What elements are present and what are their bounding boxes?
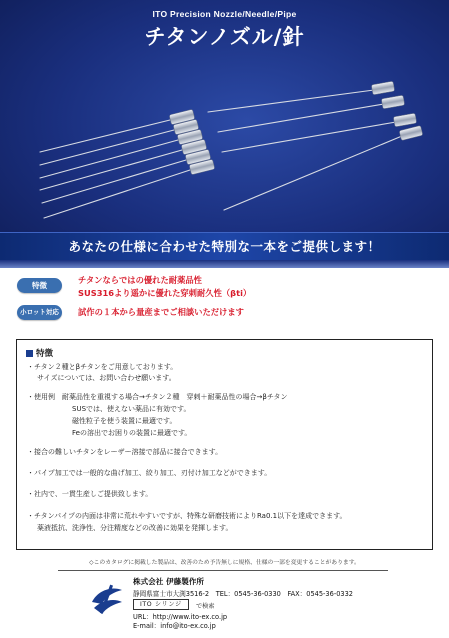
catalog-subtitle: ITO Precision Nozzle/Needle/Pipe <box>152 9 297 19</box>
tagline-banner: あなたの仕様に合わせた特別な一本をご提供します！ <box>0 232 449 260</box>
feature-item: SUSでは、使えない薬品に有効です。 <box>72 405 191 413</box>
feature-item: ・チタン２種とβチタンをご用意しております。 <box>27 363 178 371</box>
company-logo-icon <box>88 580 126 618</box>
search-label: で検索 <box>196 603 215 610</box>
features-box <box>16 339 433 550</box>
feature-item: 薬液抵抗、洗浄性、分注精度などの改善に効果を発揮します。 <box>37 524 233 532</box>
company-address: 静岡県富士市大渕3516-2 TEL：0545-36-0330 FAX：0545-36-0332 <box>133 590 353 598</box>
hero-fade <box>0 260 449 268</box>
feature-item: ・接合の難しいチタンをレーザー溶接で部品に接合できます。 <box>27 448 223 456</box>
company-name: 株式会社 伊藤製作所 <box>133 577 204 586</box>
square-bullet-icon <box>26 350 33 357</box>
feature-item: 磁性粒子を使う装置に最適です。 <box>72 417 177 425</box>
website-url[interactable]: URL：http://www.ito-ex.co.jp <box>133 613 228 621</box>
needle-hubs-right <box>371 81 423 140</box>
small-lot-text: 試作の１本から量産までご相談いただけます <box>78 307 244 317</box>
feature-highlight-text <box>78 274 251 300</box>
small-lot-pill: 小ロット対応 <box>17 305 62 320</box>
needle-product-photo <box>0 60 449 230</box>
catalog-title: チタンノズル/針 <box>144 25 305 49</box>
feature-highlight <box>17 274 251 300</box>
small-lot-highlight <box>17 305 244 320</box>
footer-divider <box>58 570 388 571</box>
needle-group-right <box>208 90 402 210</box>
feature-item: サイズについては、お問い合わせ願います。 <box>37 374 176 382</box>
feature-line: チタンならではの優れた耐薬品性 <box>78 275 202 285</box>
feature-item: ・社内で、一貫生産しご提供致します。 <box>27 490 153 498</box>
feature-item: Feの溶出でお困りの装置に最適です。 <box>72 429 192 437</box>
features-heading <box>26 347 53 359</box>
hero-banner <box>0 0 449 268</box>
needle-hubs-left <box>169 109 215 175</box>
contact-email[interactable]: E-mail：info@ito-ex.co.jp <box>133 622 216 630</box>
feature-item: ・使用例 耐薬品性を重視する場合→チタン２種 穿刺＋耐薬品性の場合→βチタン <box>27 393 288 401</box>
disclaimer-note: ◇このカタログに掲載した製品は、改善のため予告無しに規格、仕様の一部を変更することがあります。 <box>89 560 360 566</box>
feature-pill: 特徴 <box>17 278 62 293</box>
feature-line: SUS316より遥かに優れた穿刺耐久性（βti） <box>78 288 252 298</box>
needle-group-left <box>40 120 190 218</box>
features-heading-text: 特徴 <box>36 349 54 359</box>
feature-item: ・チタンパイプの内面は非常に荒れやすいですが、特殊な研磨技術によりRa0.1以下を達成できます。 <box>27 512 347 520</box>
feature-item: ・パイプ加工では一般的な曲げ加工、絞り加工、刃付け加工などができます。 <box>27 469 272 477</box>
search-term-box: ITO シリンジ <box>133 599 189 610</box>
